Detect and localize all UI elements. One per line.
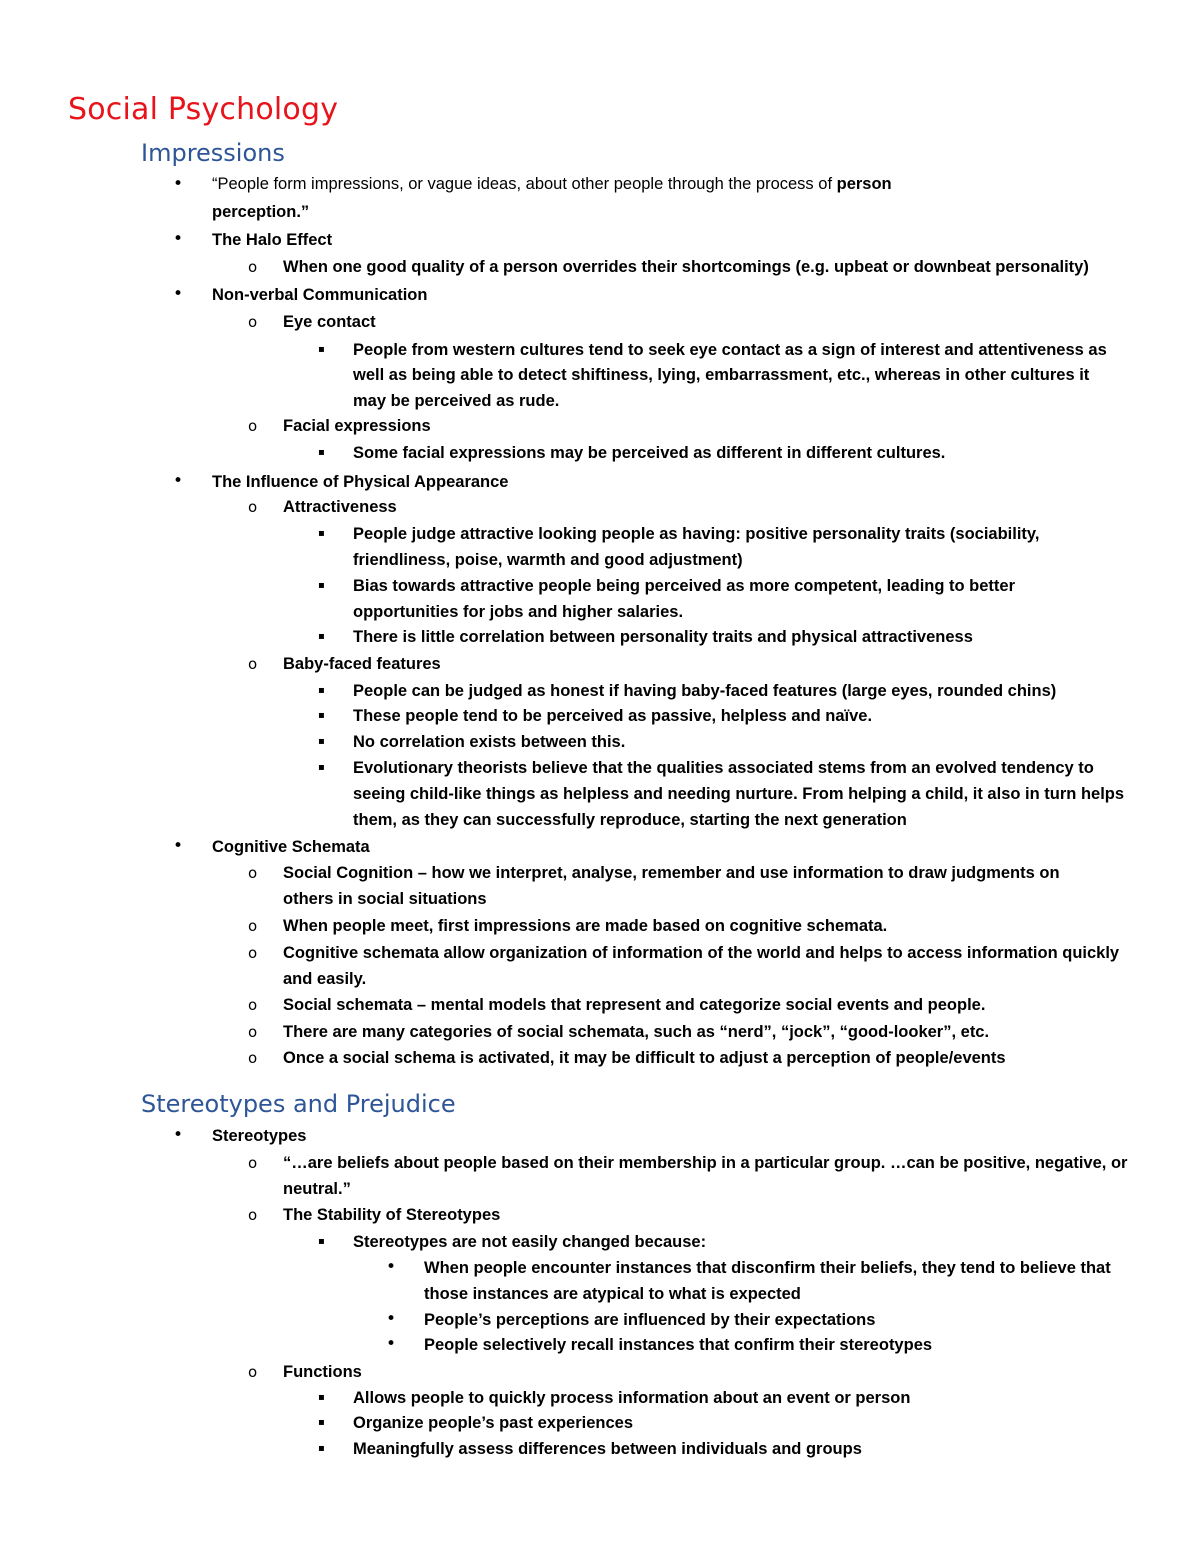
circle-marker: o	[248, 944, 258, 962]
bullet-marker: •	[173, 229, 184, 249]
stereotypes-definition: neutral.”	[283, 1180, 351, 1198]
eye-contact-line: People from western cultures tend to seek eye contact as a sign of interest and attentiveness as	[353, 341, 1107, 359]
baby-faced-item: them, as they can successfully reproduce, starting the next generation	[353, 811, 907, 829]
square-marker: ▪	[318, 344, 325, 355]
section-heading-stereotypes: Stereotypes and Prejudice	[141, 1090, 456, 1118]
attractiveness-heading: Attractiveness	[283, 498, 397, 516]
stability-item: People selectively recall instances that confirm their stereotypes	[424, 1336, 933, 1354]
baby-faced-item: No correlation exists between this.	[353, 733, 626, 751]
circle-marker: o	[248, 417, 258, 435]
functions-heading: Functions	[283, 1363, 362, 1381]
square-marker: ▪	[318, 528, 325, 539]
schemata-item: There are many categories of social schemata, such as “nerd”, “jock”, “good-looker”, etc.	[283, 1023, 990, 1041]
baby-faced-heading: Baby-faced features	[283, 655, 441, 673]
circle-marker: o	[248, 655, 258, 673]
stereotypes-definition: “…are beliefs about people based on their membership in a particular group. …can be positive, negative, or	[283, 1154, 1128, 1172]
square-marker: ▪	[318, 1417, 325, 1428]
baby-faced-item: People can be judged as honest if having baby-faced features (large eyes, rounded chins)	[353, 682, 1057, 700]
facial-expressions-item: Some facial expressions may be perceived as different in different cultures.	[353, 444, 946, 462]
quote-bold-term: person	[836, 175, 892, 193]
bullet-marker: •	[386, 1334, 397, 1354]
schemata-item: When people meet, first impressions are made based on cognitive schemata.	[283, 917, 888, 935]
facial-expressions-heading: Facial expressions	[283, 417, 431, 435]
bullet-marker: •	[173, 471, 184, 491]
halo-effect-heading: The Halo Effect	[212, 231, 333, 249]
square-marker: ▪	[318, 710, 325, 721]
eye-contact-heading: Eye contact	[283, 313, 376, 331]
square-marker: ▪	[318, 685, 325, 696]
baby-faced-item: Evolutionary theorists believe that the qualities associated stems from an evolved tendency to	[353, 759, 1094, 777]
stability-item: People’s perceptions are influenced by their expectations	[424, 1311, 876, 1329]
circle-marker: o	[248, 864, 258, 882]
schemata-item: Once a social schema is activated, it may be difficult to adjust a perception of people/events	[283, 1049, 1006, 1067]
functions-item: Meaningfully assess differences between individuals and groups	[353, 1440, 862, 1458]
stability-item: When people encounter instances that disconfirm their beliefs, they tend to believe that	[424, 1259, 1111, 1277]
square-marker: ▪	[318, 1392, 325, 1403]
square-marker: ▪	[318, 631, 325, 642]
schemata-item: Social Cognition – how we interpret, analyse, remember and use information to draw judgments on	[283, 864, 1060, 882]
square-marker: ▪	[318, 1443, 325, 1454]
schemata-item: Cognitive schemata allow organization of information of the world and helps to access information quickly	[283, 944, 1120, 962]
stability-heading: The Stability of Stereotypes	[283, 1206, 501, 1224]
circle-marker: o	[248, 917, 258, 935]
section-heading-impressions: Impressions	[141, 139, 285, 167]
stability-subheading: Stereotypes are not easily changed because:	[353, 1233, 707, 1251]
square-marker: ▪	[318, 447, 325, 458]
square-marker: ▪	[318, 580, 325, 591]
cognitive-schemata-heading: Cognitive Schemata	[212, 838, 370, 856]
bullet-marker: •	[173, 174, 184, 194]
stereotypes-heading: Stereotypes	[212, 1127, 307, 1145]
circle-marker: o	[248, 1206, 258, 1224]
square-marker: ▪	[318, 736, 325, 747]
circle-marker: o	[248, 1154, 258, 1172]
baby-faced-item: These people tend to be perceived as passive, helpless and naïve.	[353, 707, 873, 725]
eye-contact-line: well as being able to detect shiftiness, lying, embarrassment, etc., whereas in other cultures it	[353, 366, 1090, 384]
quote-text: “People form impressions, or vague ideas, about other people through the process of	[212, 175, 837, 193]
schemata-item: Social schemata – mental models that represent and categorize social events and people.	[283, 996, 986, 1014]
attractiveness-item: friendliness, poise, warmth and good adjustment)	[353, 551, 743, 569]
attractiveness-item: opportunities for jobs and higher salaries.	[353, 603, 684, 621]
bullet-marker: •	[386, 1257, 397, 1277]
circle-marker: o	[248, 1023, 258, 1041]
halo-effect-item: When one good quality of a person overrides their shortcomings (e.g. upbeat or downbeat personality)	[283, 258, 1089, 276]
circle-marker: o	[248, 1363, 258, 1381]
nonverbal-heading: Non-verbal Communication	[212, 286, 428, 304]
attractiveness-item: There is little correlation between personality traits and physical attractiveness	[353, 628, 973, 646]
functions-item: Allows people to quickly process information about an event or person	[353, 1389, 911, 1407]
bullet-marker: •	[173, 836, 184, 856]
circle-marker: o	[248, 996, 258, 1014]
bullet-marker: •	[173, 284, 184, 304]
schemata-item: others in social situations	[283, 890, 487, 908]
stability-item: those instances are atypical to what is expected	[424, 1285, 801, 1303]
quote-line-1	[212, 174, 892, 194]
document-title: Social Psychology	[68, 92, 339, 127]
schemata-item: and easily.	[283, 970, 367, 988]
quote-line-2: perception.”	[212, 203, 310, 221]
attractiveness-item: People judge attractive looking people as having: positive personality traits (sociability,	[353, 525, 1040, 543]
circle-marker: o	[248, 313, 258, 331]
circle-marker: o	[248, 258, 258, 276]
physical-appearance-heading: The Influence of Physical Appearance	[212, 473, 509, 491]
square-marker: ▪	[318, 762, 325, 773]
eye-contact-line: may be perceived as rude.	[353, 392, 560, 410]
baby-faced-item: seeing child-like things as helpless and needing nurture. From helping a child, it also in turn helps	[353, 785, 1125, 803]
square-marker: ▪	[318, 1236, 325, 1247]
bullet-marker: •	[386, 1309, 397, 1329]
bullet-marker: •	[173, 1125, 184, 1145]
attractiveness-item: Bias towards attractive people being perceived as more competent, leading to better	[353, 577, 1016, 595]
circle-marker: o	[248, 1049, 258, 1067]
functions-item: Organize people’s past experiences	[353, 1414, 634, 1432]
circle-marker: o	[248, 498, 258, 516]
